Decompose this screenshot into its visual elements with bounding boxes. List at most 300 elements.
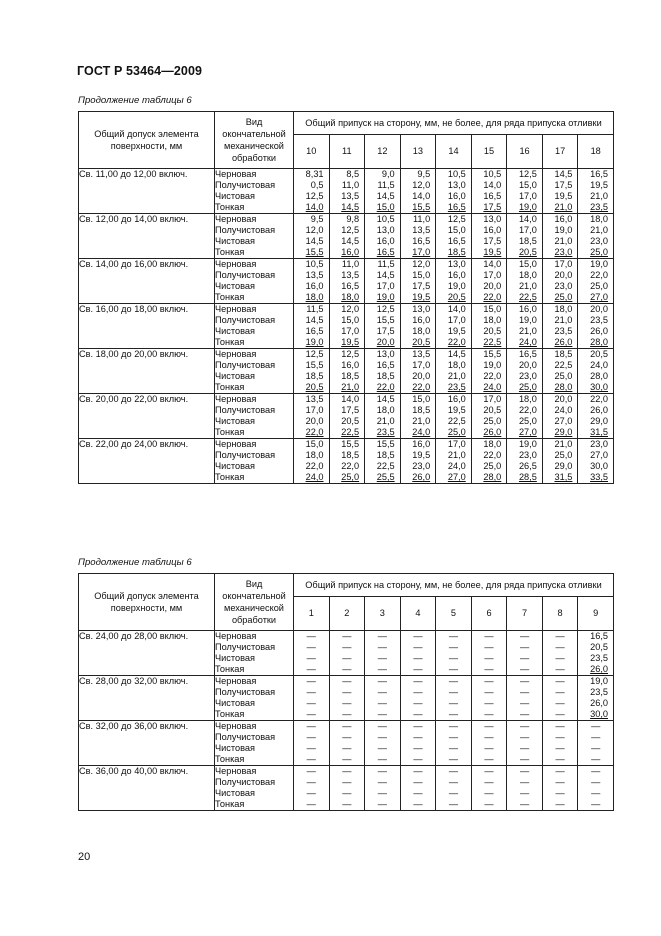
- allowance-values-cell: [578, 394, 614, 439]
- allowance-value: —: [413, 631, 423, 641]
- machining-type-label: Черновая: [215, 766, 257, 776]
- machining-type-label: Черновая: [215, 214, 257, 224]
- allowance-value: 17,5: [483, 236, 502, 246]
- allowance-value: 18,0: [483, 439, 502, 449]
- allowance-values-cell: [578, 721, 614, 766]
- allowance-value: 26,0: [590, 664, 608, 674]
- allowance-values-cell: [471, 676, 507, 721]
- allowance-value: 18,5: [447, 247, 466, 257]
- allowance-value: 22,0: [341, 461, 360, 471]
- allowance-value: 18,0: [341, 292, 360, 302]
- allowance-value: 25,0: [554, 371, 573, 381]
- allowance-value: —: [555, 664, 565, 674]
- series-number-header: 12: [365, 135, 401, 169]
- allowance-values-cell: [294, 259, 330, 304]
- allowance-value: 14,0: [483, 180, 502, 190]
- allowance-value: 13,5: [341, 191, 360, 201]
- allowance-value: —: [377, 743, 387, 753]
- allowance-value: 22,5: [447, 416, 466, 426]
- allowance-value: 23,0: [590, 439, 608, 449]
- allowance-value: 14,5: [305, 315, 324, 325]
- allowance-value: —: [413, 687, 423, 697]
- allowance-value: 15,0: [412, 270, 431, 280]
- allowance-value: 10,5: [305, 259, 324, 269]
- allowance-value: 14,5: [554, 169, 573, 179]
- allowance-value: 19,5: [554, 191, 573, 201]
- allowance-value: 20,0: [412, 371, 431, 381]
- allowance-table-1: [78, 111, 614, 484]
- allowance-values-cell: [436, 721, 472, 766]
- machining-type-label: Чистовая: [215, 461, 255, 471]
- machining-types-cell: [215, 304, 294, 349]
- allowance-value: 25,5: [376, 472, 395, 482]
- allowance-value: 29,0: [554, 427, 573, 437]
- allowance-value: 17,0: [483, 394, 502, 404]
- allowance-value: 21,0: [447, 371, 466, 381]
- allowance-value: 16,0: [447, 270, 466, 280]
- allowance-value: —: [448, 698, 459, 708]
- allowance-value: —: [519, 631, 530, 641]
- allowance-value: 16,0: [341, 247, 360, 257]
- allowance-value: —: [413, 676, 423, 686]
- allowance-value: 22,5: [376, 461, 395, 471]
- allowance-value: 20,0: [483, 281, 502, 291]
- allowance-value: —: [342, 766, 352, 776]
- allowance-value: 21,0: [412, 416, 431, 426]
- allowance-values-cell: [471, 169, 507, 214]
- column-header-tolerance: Общий допуск элемента поверхности, мм: [79, 112, 215, 169]
- allowance-values-cell: [436, 766, 472, 811]
- allowance-value: 11,0: [341, 180, 360, 190]
- allowance-value: 26,5: [518, 461, 537, 471]
- allowance-value: —: [306, 698, 316, 708]
- allowance-value: —: [555, 653, 565, 663]
- allowance-values-cell: [400, 631, 436, 676]
- machining-type-label: Получистовая: [215, 180, 276, 190]
- series-number-header: 2: [329, 597, 365, 631]
- tolerance-range-label: Св. 20,00 до 22,00 включ.: [79, 394, 215, 439]
- allowance-values-cell: [294, 214, 330, 259]
- allowance-value: 15,5: [412, 202, 431, 212]
- document-header: ГОСТ Р 53464—2009: [77, 64, 203, 78]
- allowance-value: 17,0: [518, 225, 537, 235]
- allowance-value: 16,5: [447, 202, 466, 212]
- allowance-value: 22,0: [483, 371, 502, 381]
- allowance-value: —: [342, 709, 352, 719]
- allowance-values-cell: [365, 676, 401, 721]
- machining-type-label: Тонкая: [215, 382, 245, 392]
- allowance-value: 28,5: [518, 472, 537, 482]
- allowance-value: 25,0: [590, 281, 608, 291]
- allowance-values-cell: [436, 259, 472, 304]
- allowance-values-cell: [471, 766, 507, 811]
- allowance-value: —: [519, 664, 530, 674]
- allowance-value: —: [306, 777, 316, 787]
- allowance-value: 16,0: [447, 191, 466, 201]
- allowance-value: —: [448, 631, 459, 641]
- allowance-value: —: [306, 664, 316, 674]
- allowance-value: 16,0: [483, 225, 502, 235]
- allowance-values-cell: [578, 676, 614, 721]
- allowance-values-cell: [329, 214, 365, 259]
- machining-type-label: Черновая: [215, 439, 257, 449]
- allowance-value: —: [342, 676, 352, 686]
- allowance-value: 14,5: [447, 349, 466, 359]
- machining-type-label: Черновая: [215, 721, 257, 731]
- allowance-value: 20,5: [447, 292, 466, 302]
- allowance-value: —: [484, 754, 494, 764]
- allowance-values-cell: [436, 304, 472, 349]
- machining-types-cell: [215, 766, 294, 811]
- tolerance-range-label: Св. 28,00 до 32,00 включ.: [79, 676, 215, 721]
- machining-type-label: Чистовая: [215, 788, 255, 798]
- allowance-value: —: [484, 653, 494, 663]
- allowance-value: —: [555, 698, 565, 708]
- allowance-values-cell: [365, 721, 401, 766]
- allowance-value: —: [342, 653, 352, 663]
- allowance-values-cell: [329, 394, 365, 439]
- allowance-value: —: [306, 721, 316, 731]
- allowance-value: 14,5: [376, 191, 395, 201]
- allowance-value: 18,0: [590, 214, 608, 224]
- allowance-value: 14,5: [305, 236, 324, 246]
- allowance-value: 19,5: [412, 292, 431, 302]
- allowance-value: 10,5: [447, 169, 466, 179]
- allowance-value: 29,0: [590, 416, 608, 426]
- allowance-value: —: [555, 766, 565, 776]
- allowance-value: 15,0: [341, 315, 360, 325]
- machining-types-cell: [215, 349, 294, 394]
- allowance-value: —: [342, 799, 352, 809]
- allowance-values-cell: [329, 766, 365, 811]
- table-row: [79, 214, 614, 259]
- allowance-value: 22,0: [590, 394, 608, 404]
- allowance-value: —: [519, 799, 530, 809]
- allowance-value: 15,0: [483, 304, 502, 314]
- allowance-values-cell: [542, 631, 578, 676]
- allowance-value: 0,5: [310, 180, 324, 190]
- allowance-value: 21,0: [590, 191, 608, 201]
- allowance-value: —: [342, 664, 352, 674]
- allowance-value: 14,5: [376, 394, 395, 404]
- allowance-value: —: [519, 687, 530, 697]
- machining-type-label: Получистовая: [215, 642, 276, 652]
- allowance-value: —: [448, 653, 459, 663]
- allowance-value: 28,0: [590, 337, 608, 347]
- allowance-value: 17,0: [412, 360, 431, 370]
- allowance-value: 16,0: [447, 394, 466, 404]
- allowance-value: 24,0: [447, 461, 466, 471]
- allowance-value: 22,0: [518, 405, 537, 415]
- allowance-value: 16,0: [518, 304, 537, 314]
- allowance-value: 15,5: [376, 439, 395, 449]
- allowance-values-cell: [365, 439, 401, 484]
- allowance-value: 19,0: [447, 281, 466, 291]
- allowance-values-cell: [400, 439, 436, 484]
- table-caption: Продолжение таблицы 6: [78, 95, 192, 106]
- allowance-value: 16,5: [590, 169, 608, 179]
- allowance-value: —: [555, 777, 565, 787]
- allowance-value: 10,5: [483, 169, 502, 179]
- allowance-value: —: [591, 754, 601, 764]
- allowance-value: —: [413, 777, 423, 787]
- machining-type-label: Получистовая: [215, 270, 276, 280]
- allowance-value: 16,0: [412, 439, 431, 449]
- allowance-value: —: [484, 777, 494, 787]
- machining-type-label: Получистовая: [215, 732, 276, 742]
- column-header-allowance: Общий припуск на сторону, мм, не более, для ряда припуска отливки: [294, 574, 614, 597]
- allowance-value: —: [519, 698, 530, 708]
- allowance-values-cell: [471, 631, 507, 676]
- allowance-values-cell: [542, 394, 578, 439]
- allowance-value: —: [555, 676, 565, 686]
- allowance-value: —: [342, 698, 352, 708]
- series-number-header: 3: [365, 597, 401, 631]
- allowance-value: 20,5: [483, 405, 502, 415]
- allowance-value: 30,0: [590, 461, 608, 471]
- machining-type-label: Чистовая: [215, 743, 255, 753]
- allowance-values-cell: [294, 394, 330, 439]
- allowance-value: 23,0: [554, 247, 573, 257]
- machining-type-label: Тонкая: [215, 709, 245, 719]
- allowance-value: —: [448, 743, 459, 753]
- allowance-value: 18,5: [412, 405, 431, 415]
- allowance-values-cell: [507, 169, 543, 214]
- allowance-value: 15,0: [376, 202, 395, 212]
- allowance-values-cell: [507, 766, 543, 811]
- table-row: [79, 439, 614, 484]
- allowance-value: 25,0: [554, 450, 573, 460]
- allowance-values-cell: [436, 631, 472, 676]
- allowance-value: —: [555, 687, 565, 697]
- series-number-header: 6: [471, 597, 507, 631]
- allowance-values-cell: [436, 676, 472, 721]
- tolerance-range-label: Св. 24,00 до 28,00 включ.: [79, 631, 215, 676]
- machining-type-label: Черновая: [215, 304, 257, 314]
- allowance-values-cell: [365, 349, 401, 394]
- allowance-value: —: [342, 642, 352, 652]
- allowance-values-cell: [578, 304, 614, 349]
- allowance-value: —: [413, 709, 423, 719]
- allowance-values-cell: [365, 169, 401, 214]
- allowance-value: —: [377, 721, 387, 731]
- allowance-value: —: [448, 676, 459, 686]
- allowance-value: 22,0: [483, 450, 502, 460]
- allowance-value: —: [377, 709, 387, 719]
- allowance-value: 17,0: [447, 315, 466, 325]
- allowance-values-cell: [578, 349, 614, 394]
- allowance-value: 23,0: [554, 281, 573, 291]
- allowance-value: —: [413, 653, 423, 663]
- allowance-value: 16,5: [590, 631, 608, 641]
- allowance-value: —: [484, 732, 494, 742]
- allowance-value: 24,0: [590, 360, 608, 370]
- allowance-table-2: [78, 573, 614, 811]
- allowance-values-cell: [329, 259, 365, 304]
- machining-type-label: Чистовая: [215, 191, 255, 201]
- allowance-value: 15,0: [518, 259, 537, 269]
- allowance-value: 11,5: [306, 304, 324, 314]
- allowance-value: —: [306, 653, 316, 663]
- allowance-value: 18,0: [518, 394, 537, 404]
- allowance-value: 24,0: [305, 472, 324, 482]
- table-row: [79, 766, 614, 811]
- allowance-value: —: [484, 788, 494, 798]
- allowance-value: —: [413, 642, 423, 652]
- allowance-values-cell: [507, 676, 543, 721]
- allowance-value: —: [448, 687, 459, 697]
- allowance-value: 9,5: [417, 169, 431, 179]
- allowance-value: 26,0: [412, 472, 431, 482]
- allowance-value: 17,0: [376, 281, 395, 291]
- allowance-value: 25,0: [483, 416, 502, 426]
- allowance-value: 20,5: [341, 416, 360, 426]
- allowance-value: 26,0: [554, 337, 573, 347]
- allowance-value: 9,5: [310, 214, 324, 224]
- allowance-value: 25,0: [590, 247, 608, 257]
- allowance-values-cell: [578, 766, 614, 811]
- allowance-value: 17,0: [447, 439, 466, 449]
- allowance-value: 12,5: [376, 304, 395, 314]
- allowance-value: 17,0: [341, 326, 360, 336]
- allowance-value: —: [448, 721, 459, 731]
- allowance-value: —: [519, 653, 530, 663]
- allowance-value: 13,0: [376, 349, 395, 359]
- allowance-value: 17,0: [305, 405, 324, 415]
- allowance-value: 19,0: [518, 202, 537, 212]
- allowance-value: —: [448, 777, 459, 787]
- allowance-value: 30,0: [590, 382, 608, 392]
- allowance-value: —: [342, 721, 352, 731]
- allowance-value: 13,0: [447, 259, 466, 269]
- machining-type-label: Тонкая: [215, 799, 245, 809]
- allowance-value: 21,0: [518, 281, 537, 291]
- allowance-value: 14,0: [518, 214, 537, 224]
- allowance-value: —: [377, 732, 387, 742]
- allowance-value: 19,0: [590, 259, 608, 269]
- machining-type-label: Чистовая: [215, 326, 255, 336]
- table-row: [79, 259, 614, 304]
- allowance-value: 19,0: [518, 315, 537, 325]
- machining-type-label: Черновая: [215, 394, 257, 404]
- allowance-values-cell: [294, 631, 330, 676]
- allowance-value: —: [342, 631, 352, 641]
- series-number-header: 13: [400, 135, 436, 169]
- allowance-value: 22,0: [376, 382, 395, 392]
- allowance-value: 9,8: [346, 214, 360, 224]
- allowance-value: —: [555, 732, 565, 742]
- allowance-value: 18,0: [483, 315, 502, 325]
- allowance-values-cell: [507, 259, 543, 304]
- allowance-value: 20,0: [376, 337, 395, 347]
- allowance-value: —: [342, 788, 352, 798]
- allowance-value: 18,0: [376, 405, 395, 415]
- allowance-value: 30,0: [590, 709, 608, 719]
- allowance-values-cell: [507, 721, 543, 766]
- allowance-value: 19,0: [305, 337, 324, 347]
- allowance-value: 26,0: [590, 698, 608, 708]
- allowance-value: 17,5: [412, 281, 431, 291]
- allowance-value: —: [448, 709, 459, 719]
- machining-type-label: Тонкая: [215, 664, 245, 674]
- series-number-header: 15: [471, 135, 507, 169]
- allowance-values-cell: [365, 766, 401, 811]
- allowance-value: 15,0: [305, 439, 324, 449]
- allowance-value: 27,0: [518, 427, 537, 437]
- allowance-value: 25,0: [447, 427, 466, 437]
- allowance-values-cell: [329, 676, 365, 721]
- allowance-value: —: [555, 721, 565, 731]
- allowance-value: —: [484, 743, 494, 753]
- allowance-value: 13,0: [376, 225, 395, 235]
- allowance-value: 16,5: [341, 281, 360, 291]
- allowance-value: 25,0: [483, 461, 502, 471]
- allowance-value: 33,5: [590, 472, 608, 482]
- allowance-value: —: [484, 642, 494, 652]
- allowance-value: 14,0: [447, 304, 466, 314]
- allowance-value: —: [377, 799, 387, 809]
- allowance-value: 15,5: [483, 349, 502, 359]
- allowance-values-cell: [436, 394, 472, 439]
- allowance-values-cell: [436, 214, 472, 259]
- allowance-value: —: [555, 642, 565, 652]
- allowance-values-cell: [507, 394, 543, 439]
- allowance-value: 8,31: [305, 169, 324, 179]
- allowance-values-cell: [507, 439, 543, 484]
- allowance-value: 24,0: [412, 427, 431, 437]
- allowance-values-cell: [471, 439, 507, 484]
- machining-type-label: Черновая: [215, 631, 257, 641]
- allowance-value: 13,5: [341, 270, 360, 280]
- allowance-values-cell: [436, 169, 472, 214]
- allowance-value: —: [519, 743, 530, 753]
- allowance-value: 22,0: [305, 427, 324, 437]
- allowance-value: 9,0: [381, 169, 395, 179]
- allowance-value: 18,0: [554, 304, 573, 314]
- allowance-value: 11,0: [412, 214, 431, 224]
- allowance-value: —: [306, 709, 316, 719]
- allowance-value: 19,5: [447, 405, 466, 415]
- machining-type-label: Чистовая: [215, 281, 255, 291]
- allowance-value: 18,0: [518, 270, 537, 280]
- allowance-value: —: [448, 642, 459, 652]
- allowance-value: —: [413, 754, 423, 764]
- allowance-value: 17,0: [483, 270, 502, 280]
- allowance-value: —: [519, 721, 530, 731]
- allowance-value: —: [342, 743, 352, 753]
- allowance-value: 19,0: [376, 292, 395, 302]
- allowance-values-cell: [400, 169, 436, 214]
- allowance-value: 18,0: [305, 450, 324, 460]
- allowance-value: 14,0: [483, 259, 502, 269]
- allowance-value: —: [342, 687, 352, 697]
- allowance-value: 22,0: [412, 382, 431, 392]
- allowance-value: —: [448, 788, 459, 798]
- allowance-values-cell: [507, 349, 543, 394]
- allowance-values-cell: [578, 214, 614, 259]
- allowance-value: —: [377, 698, 387, 708]
- allowance-value: 21,0: [554, 439, 573, 449]
- allowance-value: —: [306, 687, 316, 697]
- allowance-values-cell: [365, 394, 401, 439]
- allowance-value: —: [306, 642, 316, 652]
- allowance-values-cell: [542, 721, 578, 766]
- table-row: [79, 676, 614, 721]
- allowance-value: —: [484, 676, 494, 686]
- allowance-value: 16,0: [554, 214, 573, 224]
- allowance-value: 12,5: [305, 349, 324, 359]
- allowance-value: —: [591, 721, 601, 731]
